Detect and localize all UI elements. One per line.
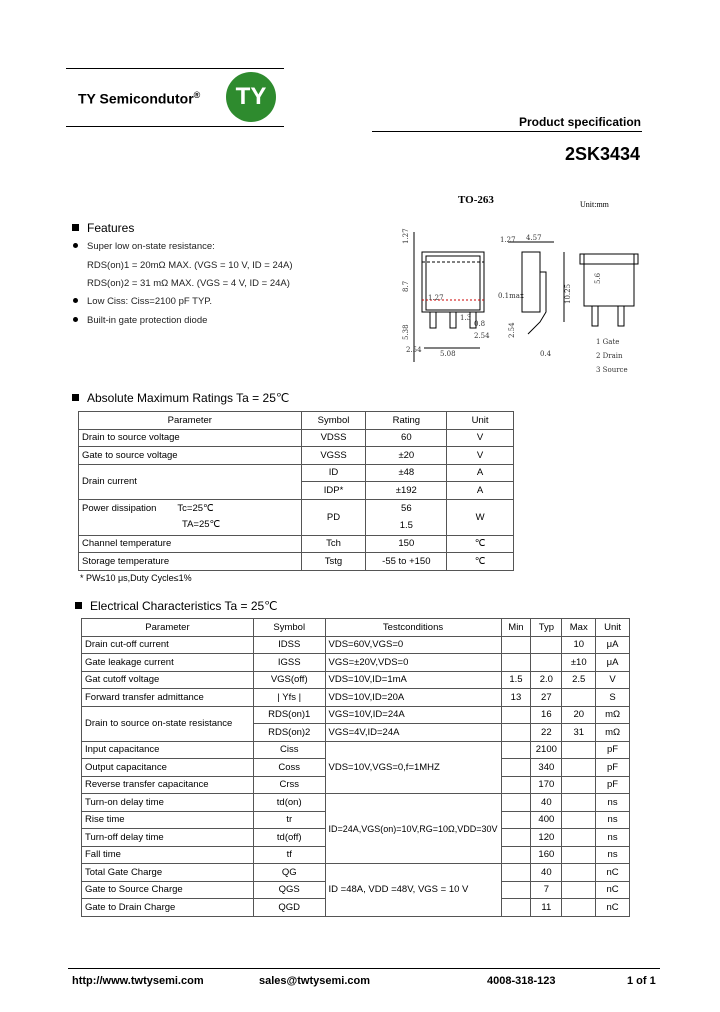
symbol-cell: td(off) [253,829,325,847]
table-row [79,499,514,517]
param-line: Power dissipation Tc=25℃ [82,503,214,514]
min-cell [501,881,531,899]
feature-item [73,296,212,307]
part-number: 2SK3434 [564,144,640,164]
dim-label: 1.27 [428,294,444,302]
symbol-cell: ID [301,464,366,482]
dim-label: 4.57 [526,234,542,242]
unit-cell: nC [596,881,630,899]
param-cell: Output capacitance [82,759,254,777]
square-bullet-icon [72,224,79,231]
param-cell: Fall time [82,846,254,864]
param-cell: Reverse transfer capacitance [82,776,254,794]
condition-cell: VGS=10V,ID=24A [325,706,501,724]
feature-item [73,241,215,252]
feature-item: RDS(on)1 = 20mΩ MAX. (VGS = 10 V, ID = 24A) [87,260,293,271]
table-row [82,741,630,759]
features-heading [72,221,134,235]
condition-cell: VGS=±20V,VDS=0 [325,654,501,672]
abs-max-heading [72,391,289,405]
dim-label: 8.7 [402,280,410,292]
typ-cell: 11 [531,899,562,917]
bullet-icon [73,243,78,248]
symbol-cell: VGSS [301,447,366,465]
table-header-row [79,412,514,430]
header-cell: Unit [596,619,630,637]
table-row [79,553,514,571]
param-cell: Drain cut-off current [82,636,254,654]
max-cell [562,759,596,777]
symbol-cell: Crss [253,776,325,794]
dim-label: 0.4 [540,350,552,358]
condition-cell: VDS=10V,ID=20A [325,689,501,707]
max-cell [562,741,596,759]
unit-cell: mΩ [596,724,630,742]
param-cell: Forward transfer admittance [82,689,254,707]
typ-cell: 16 [531,706,562,724]
abs-max-note: * PW≤10 μs,Duty Cycle≤1% [80,573,192,583]
param-line: TA=25℃ [182,519,221,530]
symbol-cell: QGD [253,899,325,917]
min-cell [501,864,531,882]
unit-cell: W [447,499,514,535]
rating-cell: 60 [366,429,447,447]
symbol-cell: Coss [253,759,325,777]
dim-label: 0.8 [474,320,486,328]
unit-cell: ℃ [447,535,514,553]
package-unit: Unit:mm [580,200,609,209]
max-cell: 31 [562,724,596,742]
feature-item: RDS(on)2 = 31 mΩ MAX. (VGS = 4 V, ID = 24A) [87,278,290,289]
symbol-cell: IDSS [253,636,325,654]
rating-cell: ±48 [366,464,447,482]
param-cell: Drain to source on-state resistance [82,706,254,741]
condition-cell: ID=24A,VGS(on)=10V,RG=10Ω,VDD=30V [325,794,501,864]
min-cell [501,706,531,724]
product-spec-label: Product specification [518,115,641,129]
header-bottom-rule [66,126,284,127]
symbol-cell: td(on) [253,794,325,812]
param-cell: Gat cutoff voltage [82,671,254,689]
dim-label: 5.08 [440,350,456,358]
table-row [82,654,630,672]
unit-cell: V [447,447,514,465]
max-cell: 20 [562,706,596,724]
param-cell: Rise time [82,811,254,829]
header-cell: Unit [447,412,514,430]
typ-cell [531,636,562,654]
condition-cell: VDS=10V,ID=1mA [325,671,501,689]
package-drawing [404,212,650,377]
header-cell: Typ [531,619,562,637]
table-row [82,636,630,654]
elec-title: Electrical Characteristics Ta = 25℃ [90,599,278,613]
table-row [79,429,514,447]
min-cell [501,846,531,864]
typ-cell: 2.0 [531,671,562,689]
typ-cell: 340 [531,759,562,777]
square-bullet-icon [72,394,79,401]
bullet-icon [73,298,78,303]
unit-cell: V [596,671,630,689]
min-cell [501,654,531,672]
param-cell: Turn-on delay time [82,794,254,812]
dim-label: 1.27 [500,236,516,244]
condition-cell: VGS=4V,ID=24A [325,724,501,742]
dim-label: 1.27 [402,228,410,244]
unit-cell: mΩ [596,706,630,724]
elec-heading [75,599,278,613]
unit-cell: A [447,464,514,482]
rating-cell: ±192 [366,482,447,500]
header-top-rule [66,68,284,69]
symbol-cell: QG [253,864,325,882]
max-cell: 10 [562,636,596,654]
brand-text: TY Semicondutor [78,90,194,107]
dim-label: 2.54 [508,322,516,338]
unit-cell: ns [596,846,630,864]
unit-cell: S [596,689,630,707]
max-cell [562,794,596,812]
pin-label: 2 Drain [596,352,623,360]
header-cell: Symbol [253,619,325,637]
unit-cell: nC [596,899,630,917]
param-cell: Gate to Drain Charge [82,899,254,917]
symbol-cell: QGS [253,881,325,899]
min-cell [501,741,531,759]
feature-text: Super low on-state resistance: [87,241,215,252]
typ-cell: 22 [531,724,562,742]
dim-label: 5.6 [594,272,602,284]
pin-label: 3 Source [596,366,628,374]
symbol-cell: IDP* [301,482,366,500]
param-cell: Input capacitance [82,741,254,759]
min-cell: 13 [501,689,531,707]
registered-mark: ® [193,90,201,100]
dim-label: 0.1max [498,292,524,300]
symbol-cell: Ciss [253,741,325,759]
rating-cell: 150 [366,535,447,553]
max-cell [562,846,596,864]
max-cell: ±10 [562,654,596,672]
table-row [82,689,630,707]
symbol-cell: tr [253,811,325,829]
symbol-cell: Tch [301,535,366,553]
max-cell [562,811,596,829]
spec-rule [372,131,642,132]
unit-cell: ℃ [447,553,514,571]
min-cell [501,759,531,777]
unit-cell: pF [596,776,630,794]
header-cell: Symbol [301,412,366,430]
condition-cell: VDS=10V,VGS=0,f=1MHZ [325,741,501,794]
typ-cell: 40 [531,794,562,812]
feature-text: Built-in gate protection diode [87,315,208,326]
typ-cell: 120 [531,829,562,847]
footer-rule [68,968,660,969]
max-cell: 2.5 [562,671,596,689]
min-cell [501,636,531,654]
header-cell: Parameter [82,619,254,637]
typ-cell [531,654,562,672]
table-row [82,671,630,689]
features-title: Features [87,221,135,235]
table-row [82,706,630,724]
min-cell [501,829,531,847]
square-bullet-icon [75,602,82,609]
dim-label: 1.3 [460,314,472,322]
footer-email[interactable]: sales@twtysemi.com [259,975,370,987]
unit-cell: nC [596,864,630,882]
min-cell [501,724,531,742]
min-cell [501,811,531,829]
rating-cell: 1.5 [366,517,447,535]
rating-cell: 56 [366,499,447,517]
typ-cell: 400 [531,811,562,829]
symbol-cell: VDSS [301,429,366,447]
unit-cell: ns [596,794,630,812]
min-cell [501,776,531,794]
bullet-icon [73,317,78,322]
rating-cell: ±20 [366,447,447,465]
footer-url[interactable]: http://www.twtysemi.com [72,975,204,987]
rating-cell: -55 to +150 [366,553,447,571]
min-cell: 1.5 [501,671,531,689]
max-cell [562,776,596,794]
typ-cell: 40 [531,864,562,882]
max-cell [562,689,596,707]
brand-name [78,90,200,107]
condition-cell: ID =48A, VDD =48V, VGS = 10 V [325,864,501,917]
unit-cell: ns [596,829,630,847]
condition-cell: VDS=60V,VGS=0 [325,636,501,654]
typ-cell: 170 [531,776,562,794]
unit-cell: μA [596,654,630,672]
param-cell: Gate to source voltage [79,447,302,465]
symbol-cell: RDS(on)1 [253,706,325,724]
unit-cell: ns [596,811,630,829]
unit-cell: A [447,482,514,500]
unit-cell: pF [596,741,630,759]
package-name: TO-263 [458,194,494,206]
param-cell [79,499,302,535]
min-cell [501,794,531,812]
typ-cell: 2100 [531,741,562,759]
param-cell: Gate leakage current [82,654,254,672]
table-row [79,447,514,465]
param-cell: Drain current [79,464,302,499]
table-row [82,794,630,812]
unit-cell: pF [596,759,630,777]
unit-cell: V [447,429,514,447]
max-cell [562,899,596,917]
header-cell: Rating [366,412,447,430]
footer-phone: 4008-318-123 [487,975,556,987]
header-cell: Testconditions [325,619,501,637]
pin-label: 1 Gate [596,338,620,346]
table-row [82,864,630,882]
typ-cell: 7 [531,881,562,899]
abs-max-table [78,411,514,571]
max-cell [562,864,596,882]
typ-cell: 160 [531,846,562,864]
param-cell: Total Gate Charge [82,864,254,882]
header-cell: Max [562,619,596,637]
symbol-cell: IGSS [253,654,325,672]
param-cell: Storage temperature [79,553,302,571]
typ-cell: 27 [531,689,562,707]
header-cell: Min [501,619,531,637]
table-row [79,535,514,553]
dim-label: 10.25 [564,283,572,304]
param-cell: Drain to source voltage [79,429,302,447]
symbol-cell: tf [253,846,325,864]
param-cell: Gate to Source Charge [82,881,254,899]
ty-logo: TY [226,72,276,122]
symbol-cell: RDS(on)2 [253,724,325,742]
max-cell [562,829,596,847]
max-cell [562,881,596,899]
table-header-row [82,619,630,637]
abs-max-title: Absolute Maximum Ratings Ta = 25℃ [87,391,290,405]
param-cell: Channel temperature [79,535,302,553]
header-cell: Parameter [79,412,302,430]
dim-label: 2.54 [406,346,422,354]
dim-label: 5.38 [402,324,410,340]
footer-page: 1 of 1 [627,975,656,987]
dim-label: 2.54 [474,332,490,340]
symbol-cell: VGS(off) [253,671,325,689]
symbol-cell: Tstg [301,553,366,571]
elec-table [81,618,630,917]
param-cell: Turn-off delay time [82,829,254,847]
min-cell [501,899,531,917]
table-row [79,464,514,482]
symbol-cell: | Yfs | [253,689,325,707]
unit-cell: μA [596,636,630,654]
symbol-cell: PD [301,499,366,535]
feature-text: Low Ciss: Ciss=2100 pF TYP. [87,296,213,307]
feature-item [73,315,207,326]
